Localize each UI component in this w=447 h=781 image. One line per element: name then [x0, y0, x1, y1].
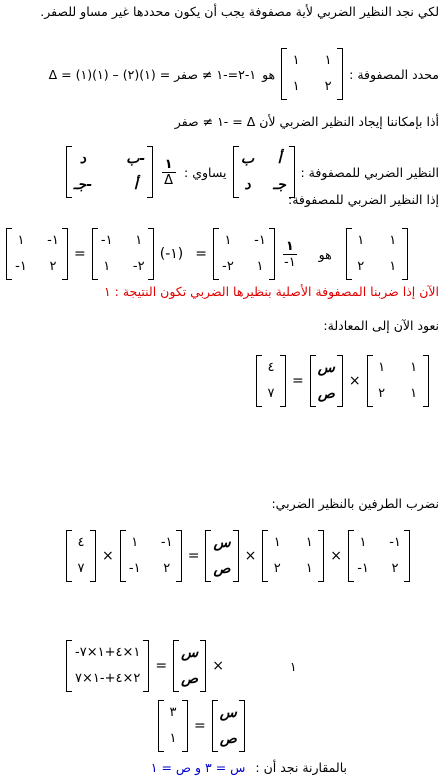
fraction-numerator: ١ [162, 157, 176, 173]
general-inverse-label: النظير الضربي للمصفوفة : [300, 164, 439, 180]
one-over-delta [161, 157, 176, 188]
matrix-cell: -١ [100, 233, 113, 248]
adjugate-a-matrix-repeat [213, 228, 275, 280]
matrix-cell: ٢ [273, 561, 281, 576]
matrix-a [262, 530, 324, 582]
matrix-cell: ١ [389, 259, 397, 274]
equals-sign: = [187, 548, 200, 564]
matrix-cell: ١ [410, 360, 418, 375]
matrix-cell: -ب [126, 151, 146, 167]
scalar: (-١) [159, 246, 184, 262]
vector-cell: ٤ [77, 535, 85, 550]
matrix-cell: ٢ [163, 561, 171, 576]
vector-cell: ص [317, 386, 335, 402]
matrix-cell: ١ [256, 259, 264, 274]
determinant-line [8, 48, 439, 100]
matrix-cell: ٢ [357, 259, 365, 274]
matrix-cell: -٢ [132, 259, 145, 274]
inverse-chain [6, 228, 408, 280]
matrix-cell: ١ [135, 233, 143, 248]
vector-cell: س [213, 535, 231, 551]
matrix-cell: ١ [378, 360, 386, 375]
vector-cell: ١ [169, 731, 177, 746]
fraction-denominator: -١ [283, 254, 296, 270]
expanded-equation [66, 640, 297, 692]
matrix-cell: ١ [305, 561, 313, 576]
vector-cell: س [317, 360, 335, 376]
matrix-cell: ١ [324, 53, 332, 68]
matrix-cell: ١ [292, 79, 300, 94]
matrix-cell: أ [277, 151, 282, 167]
general-inverse-line [6, 146, 439, 198]
times-sign: × [330, 548, 343, 564]
matrix-cell: -١ [389, 535, 401, 550]
matrix-cell: د [79, 151, 86, 167]
matrix-cell: -١ [128, 561, 141, 576]
constants-vector [66, 530, 96, 582]
is-label: هو [318, 246, 332, 262]
constants-vector [256, 355, 286, 407]
multiply-both-sides: نضرب الطرفين بالنظير الضربي: [271, 496, 439, 511]
equals-sign: = [155, 658, 168, 674]
matrix-cell: -١ [160, 535, 173, 550]
equals-label: يساوي : [184, 164, 227, 180]
matrix-cell: -١ [15, 259, 27, 274]
inverse-matrix-right [348, 530, 410, 582]
inverse-matrix-left [120, 530, 182, 582]
result-equation [158, 700, 245, 752]
expanded-vector [66, 640, 149, 692]
equals-sign: = [74, 246, 86, 262]
adjugate-matrix [66, 146, 154, 198]
matrix-cell: -١ [357, 561, 369, 576]
intro-text: لكي نجد النظير الضربي لأية مصفوفة يجب أن يكون محددها غير مساو للصفر. [40, 4, 439, 19]
identity-note: الآن إذا ضربنا المصفوفة الأصلية بنظيرها الضربي تكون النتيجة : ١ [103, 284, 439, 299]
times-sign: × [244, 548, 257, 564]
matrix-cell: ١ [17, 233, 25, 248]
determinant-label: محدد المصفوفة : [349, 66, 439, 82]
conclusion-line [151, 760, 347, 775]
times-sign: × [348, 373, 361, 389]
matrix-cell: ١ [224, 233, 232, 248]
vector-cell: ٧ [267, 386, 275, 401]
identity-one: ١ [289, 658, 297, 674]
equals-sign: = [195, 246, 207, 262]
matrix-cell: ب [240, 151, 255, 167]
determinant-expression: Δ = (١)(١) – (٢)(١) = ١-٢=-١ ≠ صفر [48, 66, 257, 82]
matrix-cell: -١ [47, 233, 59, 248]
matrix-cell: ١ [292, 53, 300, 68]
matrix-cell: ١ [131, 535, 139, 550]
vector-cell: ٢×٤+-١×٧ [75, 671, 141, 686]
matrix-cell: ٢ [378, 386, 386, 401]
matrix-cell: ١ [357, 233, 365, 248]
solution-values: س = ٣ و ص = ١ [150, 760, 246, 775]
matrix-a-repeat [346, 228, 408, 280]
matrix-cell: ٢ [324, 79, 332, 94]
matrix-cell: ٢ [391, 561, 399, 576]
matrix-cell: -١ [254, 233, 266, 248]
delta-symbol: Δ [164, 172, 174, 188]
matrix-cell: ١ [410, 386, 418, 401]
matrix-cell: د [244, 177, 251, 193]
matrix-cell: ١ [305, 535, 313, 550]
unknowns-vector [212, 700, 245, 752]
return-to-equation: نعود الآن إلى المعادلة: [323, 318, 439, 333]
adjugate-a-matrix [92, 228, 154, 280]
vector-cell: ٧ [77, 561, 85, 576]
vector-cell: ص [181, 671, 199, 687]
unknowns-vector [173, 640, 206, 692]
times-sign: × [212, 658, 224, 674]
matrix-a-equation [367, 355, 429, 407]
vector-cell: س [219, 705, 237, 721]
matrix-cell: ١ [359, 535, 367, 550]
multiplied-equation [66, 530, 410, 582]
matrix-cell: ١ [389, 233, 397, 248]
matrix-cell: ١ [103, 259, 111, 274]
vector-cell: ٣ [169, 705, 177, 720]
vector-cell: ص [213, 561, 231, 577]
invertible-statement: أذا بإمكاننا إيجاد النظير الضربي لأن Δ = -١ ≠ صفر [174, 114, 439, 129]
matrix-abcd [233, 146, 295, 198]
matrix-cell: -٢ [222, 259, 234, 274]
result-vector [158, 700, 188, 752]
matrix-cell: -جـ [73, 177, 93, 193]
equals-sign: = [292, 373, 304, 389]
matrix-a [281, 48, 343, 100]
equals-sign: = [194, 718, 206, 734]
vector-cell: -١×٤+١×٧ [75, 645, 141, 660]
is-label: هو [262, 66, 276, 82]
unknowns-vector [205, 530, 238, 582]
matrix-equation [256, 355, 429, 407]
matrix-cell: جـ [273, 177, 286, 193]
inverse-result-matrix [6, 228, 68, 280]
inverse-heading: إذا النظير الضربي للمصفوفة: [287, 192, 439, 207]
vector-cell: ص [219, 731, 237, 747]
one-over-neg-one [281, 239, 299, 270]
fraction-numerator: ١ [283, 239, 297, 255]
times-sign: × [102, 548, 114, 564]
matrix-cell: ١ [273, 535, 281, 550]
vector-cell: ٤ [267, 360, 275, 375]
vector-cell: س [181, 645, 199, 661]
matrix-cell: ٢ [49, 259, 57, 274]
conclusion-label: بالمقارنة نجد أن : [255, 760, 347, 775]
unknowns-vector [310, 355, 343, 407]
matrix-cell: أ [133, 177, 138, 193]
